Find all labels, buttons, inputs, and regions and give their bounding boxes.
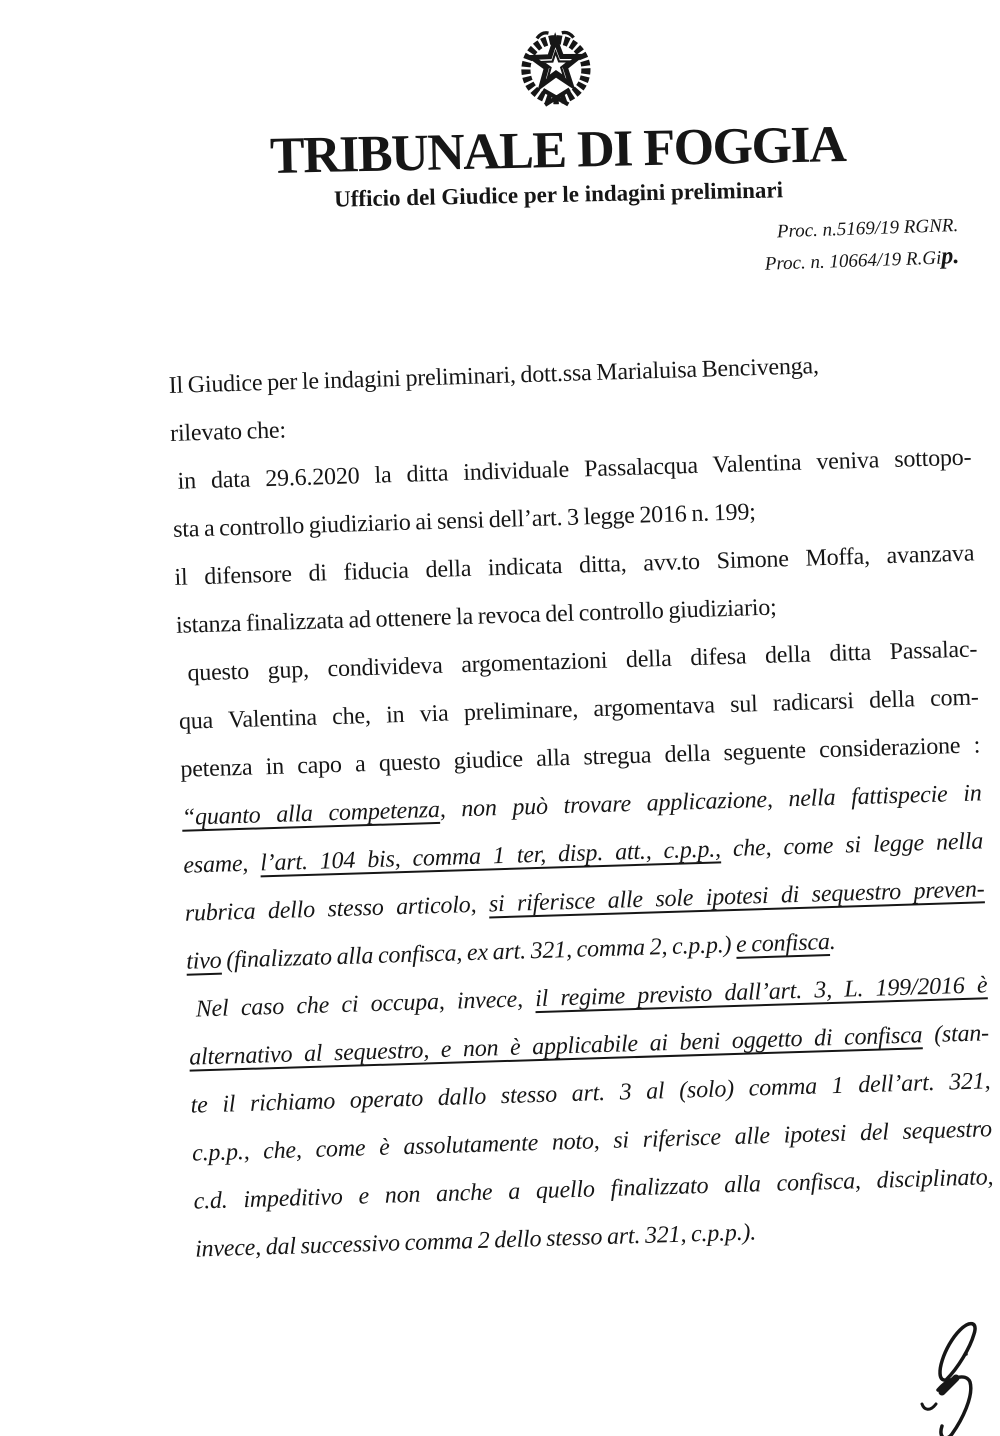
text-segment: rilevato che: bbox=[169, 417, 287, 447]
text-segment: (stan- bbox=[922, 1020, 990, 1049]
underlined-text-segment: tivo bbox=[185, 947, 222, 975]
text-segment: Nel caso che ci occupa, invece, bbox=[195, 986, 536, 1023]
underlined-text-segment: e confisca bbox=[735, 929, 831, 958]
text-segment: c.p.p., che, come è assolutamente noto, si riferisce alle ipotesi del sequestro bbox=[191, 1116, 993, 1167]
text-segment: rubrica dello stesso articolo, bbox=[184, 891, 490, 927]
text-segment: Proc. n.5169/19 bbox=[776, 216, 905, 243]
case-reference-block bbox=[763, 210, 960, 280]
text-segment: te il richiamo operato dallo stesso art. 3 al (solo) comma 1 dell’art. 321, bbox=[190, 1068, 991, 1119]
text-segment: c.d. impeditivo e non anche a quello finalizzato alla confisca, disciplinato, bbox=[193, 1164, 994, 1215]
underlined-text-segment: il regime previsto dall’art. 3, L. 199/2016 è bbox=[534, 972, 988, 1013]
text-segment: Il Giudice per le indagini preliminari, dott.ssa Marialuisa Bencivenga, bbox=[168, 353, 820, 399]
office-subtitle: Ufficio del Giudice per le indagini preliminari bbox=[333, 177, 784, 212]
handwritten-signature bbox=[914, 1320, 992, 1436]
underlined-text-segment: “quanto alla competenza bbox=[181, 796, 441, 831]
underlined-text-segment: l’art. 104 bis, comma 1 ter, disp. att., c.p.p., bbox=[259, 836, 722, 877]
text-segment: sta a controllo giudiziario ai sensi dell’art. 3 legge 2016 n. 199; bbox=[172, 499, 757, 543]
text-segment: petenza in capo a questo giudice alla stregua della seguente considerazione : bbox=[180, 732, 981, 783]
text-segment: qua Valentina che, in via preliminare, argomentava sul radicarsi della com- bbox=[178, 684, 980, 735]
text-segment: istanza finalizzata ad ottenere la revoca del controllo giudiziario; bbox=[175, 594, 777, 639]
text-segment: il difensore di fiducia della indicata ditta, avv.to Simone Moffa, avanzava bbox=[174, 540, 975, 591]
text-segment: . bbox=[829, 928, 836, 956]
text-segment: R.Gi bbox=[905, 247, 943, 270]
case-reference-line bbox=[765, 241, 961, 280]
text-segment: RGNR. bbox=[903, 214, 959, 238]
underlined-text-segment: alternativo al sequestro, e non è applicabile ai beni oggetto di confisca bbox=[188, 1022, 923, 1071]
italian-republic-emblem-icon bbox=[505, 25, 607, 111]
text-segment: esame, bbox=[182, 850, 261, 879]
bold-text-segment: p. bbox=[941, 242, 961, 270]
text-segment: Proc. n. 10664/19 bbox=[764, 248, 907, 275]
document-body bbox=[168, 338, 995, 1274]
text-segment: , non può trovare applicazione, nella fattispecie in bbox=[439, 780, 982, 823]
text-segment: in data 29.6.2020 la ditta individuale Passalacqua Valentina veniva sottopo- bbox=[177, 444, 972, 495]
text-segment: (finalizzato alla confisca, ex art. 321, comma 2, c.p.p.) bbox=[221, 931, 737, 974]
underlined-text-segment: si riferisce alle sole ipotesi di sequestro preven- bbox=[488, 876, 985, 918]
court-title: TRIBUNALE DI FOGGIA bbox=[269, 115, 846, 185]
text-segment: invece, dal successivo comma 2 dello stesso art. 321, c.p.p.). bbox=[194, 1219, 757, 1263]
text-segment: che, come si legge nella bbox=[720, 828, 984, 863]
document-header bbox=[110, 17, 1000, 218]
text-segment: questo gup, condivideva argomentazioni della difesa della ditta Passalac- bbox=[187, 636, 978, 687]
